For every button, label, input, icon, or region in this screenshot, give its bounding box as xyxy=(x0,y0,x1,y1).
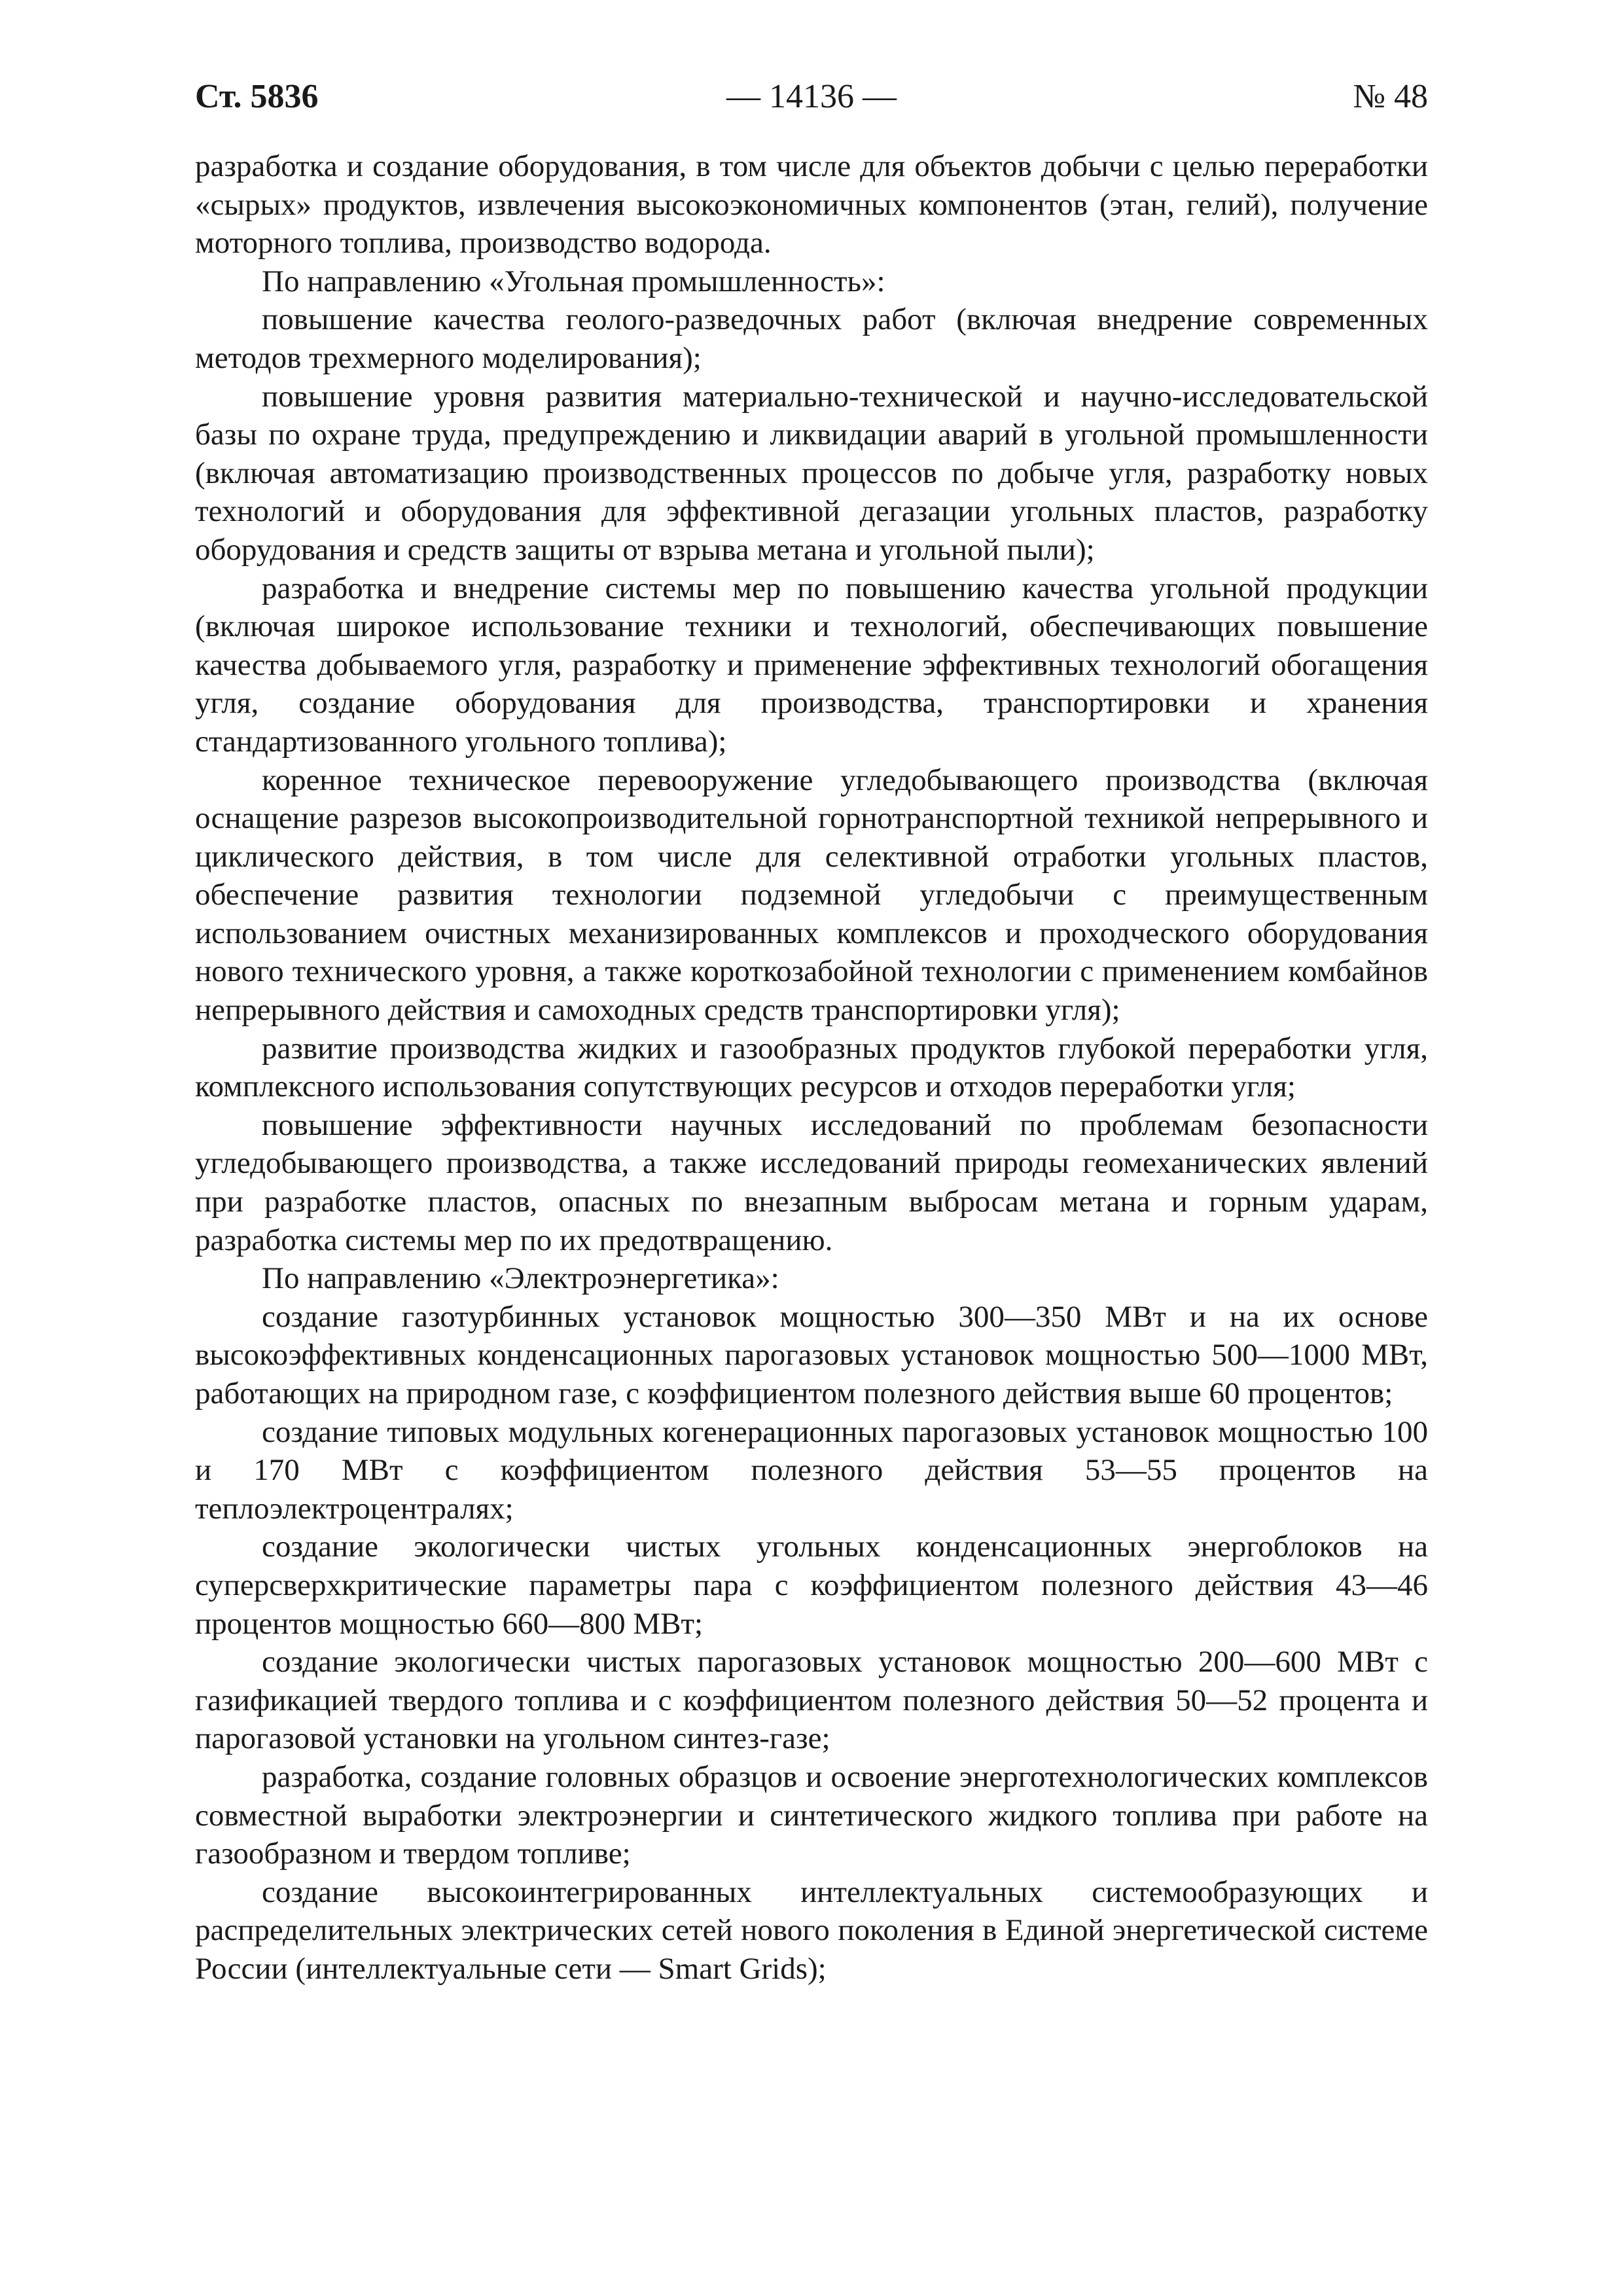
article-number: Ст. 5836 xyxy=(195,78,319,115)
paragraph: создание типовых модульных когенерационных парогазовых установок мощностью 100 и 170 МВт с коэффициентом полезного действия 53—55 процентов на теплоэлектроцентралях; xyxy=(195,1414,1428,1526)
paragraph: повышение качества геолого-разведочных работ (включая внедрение современных методов трехмерного моделирования); xyxy=(195,302,1428,375)
paragraph: создание экологически чистых угольных конденсационных энергоблоков на суперсверхкритические параметры пара с коэффициентом полезного действия 43—46 процентов мощностью 660—800 МВт; xyxy=(195,1530,1428,1641)
section-heading-coal: По направлению «Угольная промышленность»: xyxy=(262,264,885,298)
page-number: — 14136 — xyxy=(726,78,897,115)
paragraph: разработка и создание оборудования, в том числе для объектов добычи с целью переработки «сырых» продуктов, извлечения высокоэкономичных компонентов (этан, гелий), получение моторного топлива, производство водорода. xyxy=(195,149,1428,260)
page-header xyxy=(195,77,1428,123)
paragraph: создание газотурбинных установок мощностью 300—350 МВт и на их основе высокоэффективных конденсационных парогазовых установок мощностью 500—1000 МВт, работающих на природном газе, с коэффициентом полезного действия выше 60 процентов; xyxy=(195,1299,1428,1410)
paragraph: создание высокоинтегрированных интеллектуальных системообразующих и распределительных электрических сетей нового поколения в Единой энергетической системе России (интеллектуальные сети — Smart Grids); xyxy=(195,1874,1428,1986)
paragraph: повышение уровня развития материально-технической и научно-исследовательской базы по охране труда, предупреждению и ликвидации аварий в угольной промышленности (включая автоматизацию производственных процессов по добыче угля, разработку новых технологий и оборудования для эффективной дегазации угольных пластов, разработку оборудования и средств защиты от взрыва метана и угольной пыли); xyxy=(195,379,1428,567)
paragraph: создание экологически чистых парогазовых установок мощностью 200—600 МВт с газификацией твердого топлива и с коэффициентом полезного действия 50—52 процента и парогазовой установки на угольном синтез-газе; xyxy=(195,1645,1428,1756)
paragraph: разработка, создание головных образцов и освоение энерготехнологических комплексов совместной выработки электроэнергии и синтетического жидкого топлива при работе на газообразном и твердом топливе; xyxy=(195,1759,1428,1871)
paragraph: повышение эффективности научных исследований по проблемам безопасности угледобывающего производства, а также исследований природы геомеханических явлений при разработке пластов, опасных по внезапным выбросам метана и горным ударам, разработка системы мер по их предотвращению. xyxy=(195,1107,1428,1257)
issue-number: № 48 xyxy=(1353,78,1428,115)
paragraph: коренное техническое перевооружение угледобывающего производства (включая оснащение разрезов высокопроизводительной горнотранспортной техникой непрерывного и циклического действия, в том числе для селективной отработки угольных пластов, обеспечение развития технологии подземной угледобычи с преимущественным использованием очистных механизированных комплексов и проходческого оборудования нового технического уровня, а также короткозабойной технологии с применением комбайнов непрерывного действия и самоходных средств транспортировки угля); xyxy=(195,762,1428,1028)
paragraph: развитие производства жидких и газообразных продуктов глубокой переработки угля, комплексного использования сопутствующих ресурсов и отходов переработки угля; xyxy=(195,1031,1428,1104)
paragraph: разработка и внедрение системы мер по повышению качества угольной продукции (включая широкое использование техники и технологий, обеспечивающих повышение качества добываемого угля, разработку и применение эффективных технологий обогащения угля, создание оборудования для производства, транспортировки и хранения стандартизованного угольного топлива); xyxy=(195,571,1428,759)
document-body xyxy=(195,147,1428,1988)
section-heading-power: По направлению «Электроэнергетика»: xyxy=(262,1261,779,1296)
